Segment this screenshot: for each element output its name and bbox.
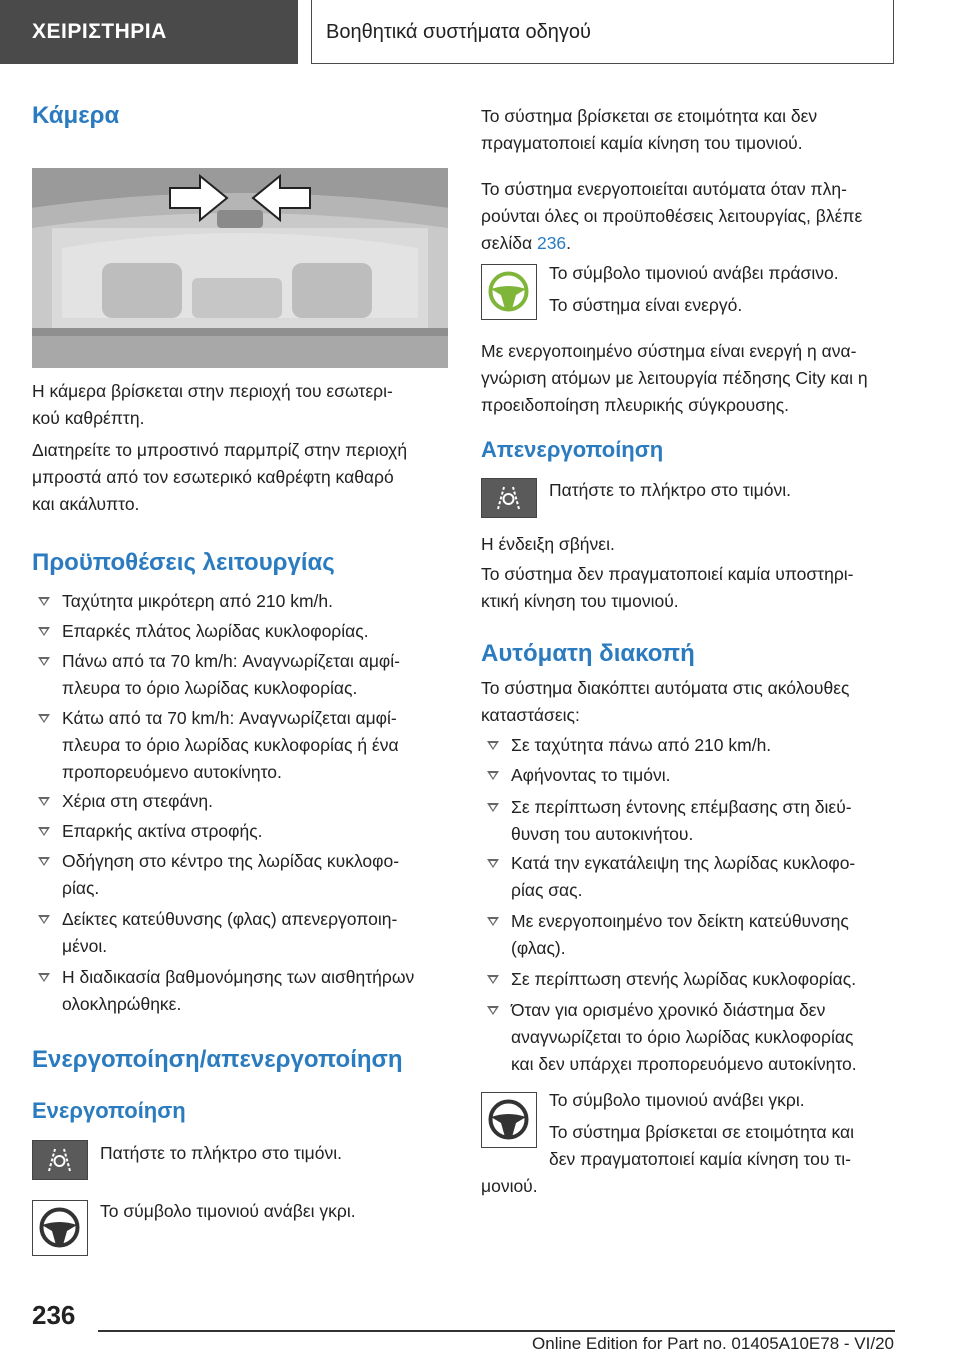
list-item-line: Η διαδικασία βαθμονόμησης των αισθητήρων	[62, 967, 415, 987]
deactivation-press-text: Πατήστε το πλήκτρο στο τιμόνι.	[549, 480, 791, 500]
bullet-triangle-icon	[487, 741, 499, 750]
list-item-line: Κατά την εγκατάλειψη της λωρίδας κυκλοφο-	[511, 853, 856, 873]
lane-assist-button-icon	[32, 1140, 88, 1180]
list-item	[32, 788, 450, 815]
system-active-text: Το σύστημα είναι ενεργό.	[549, 295, 743, 315]
text-line: ρούνται όλες οι προϋποθέσεις λειτουργίας, βλέπε	[481, 206, 863, 226]
bullet-triangle-icon	[38, 657, 50, 666]
auto-stop-intro	[481, 675, 897, 729]
list-item	[481, 732, 897, 759]
list-item-line: Επαρκές πλάτος λωρίδας κυκλοφορίας.	[62, 621, 369, 641]
text-line: Το σύστημα βρίσκεται σε ετοιμότητα και δεν	[481, 106, 818, 126]
bullet-triangle-icon	[38, 915, 50, 924]
list-item-line: Αφήνοντας το τιμόνι.	[511, 765, 671, 785]
list-item-line: μένοι.	[62, 936, 108, 956]
bullet-triangle-icon	[38, 827, 50, 836]
list-item-line: Δείκτες κατεύθυνσης (φλας) απενεργοποιη-	[62, 909, 398, 929]
list-item	[32, 848, 450, 902]
bullet-triangle-icon	[487, 1006, 499, 1015]
list-item-line: Με ενεργοποιημένο τον δείκτη κατεύθυνσης	[511, 911, 849, 931]
list-item-line: ολοκληρώθηκε.	[62, 994, 182, 1014]
list-item	[32, 618, 450, 645]
list-item-line: Οδήγηση στο κέντρο της λωρίδας κυκλοφο-	[62, 851, 400, 871]
text-span: .	[566, 233, 572, 253]
steering-wheel-grey-icon	[32, 1200, 88, 1256]
page-link[interactable]: 236	[536, 233, 567, 253]
list-item-line: ρίας σας.	[511, 880, 583, 900]
grey-ready-text-end: μονιού.	[481, 1176, 538, 1196]
windshield-text	[32, 437, 450, 518]
text-line: γνώριση ατόμων με λειτουργία πέδησης City και η	[481, 368, 868, 388]
list-item	[32, 818, 450, 845]
text-line: Το σύστημα δεν πραγματοποιεί καμία υποστηρι-	[481, 564, 854, 584]
list-item	[481, 850, 897, 904]
indicator-off-text: Η ένδειξη σβήνει.	[481, 534, 615, 554]
bullet-triangle-icon	[38, 627, 50, 636]
list-item-line: Κάτω από τα 70 km/h: Αναγνωρίζεται αμφί-	[62, 708, 397, 728]
camera-location-photo	[32, 168, 448, 368]
list-item	[32, 705, 450, 786]
list-item	[32, 648, 450, 702]
list-item-line: πλευρα το όριο λωρίδας κυκλοφορίας ή ένα	[62, 735, 399, 755]
bullet-triangle-icon	[38, 857, 50, 866]
steering-wheel-green-icon	[481, 264, 537, 320]
camera-heading: Κάμερα	[32, 102, 120, 129]
bullet-triangle-icon	[38, 973, 50, 982]
text-line: Το σύστημα διακόπτει αυτόματα στις ακόλουθες	[481, 678, 850, 698]
list-item-line: θυνση του αυτοκινήτου.	[511, 824, 694, 844]
bullet-triangle-icon	[38, 597, 50, 606]
list-item	[481, 966, 897, 993]
text-line: κτική κίνηση του τιμονιού.	[481, 591, 679, 611]
text-line: Το σύστημα ενεργοποιείται αυτόματα όταν πλη-	[481, 179, 847, 199]
list-item-line: (φλας).	[511, 938, 566, 958]
list-item-line: προπορευόμενο αυτοκίνητο.	[62, 762, 282, 782]
text-span: σελίδα	[481, 233, 537, 253]
list-item	[32, 906, 450, 960]
bullet-triangle-icon	[487, 859, 499, 868]
list-item-line: Ταχύτητα μικρότερη από 210 km/h.	[62, 591, 333, 611]
bullet-triangle-icon	[487, 803, 499, 812]
list-item	[32, 588, 450, 615]
edition-text: Online Edition for Part no. 01405A10E78 - VI/20	[532, 1334, 894, 1353]
list-item-line: Όταν για ορισμένο χρονικό διάστημα δεν	[511, 1000, 826, 1020]
camera-location-text	[32, 378, 450, 432]
auto-activation-text	[481, 176, 897, 257]
list-item	[481, 762, 897, 789]
list-item-line: Σε περίπτωση έντονης επέμβασης στη διεύ-	[511, 797, 852, 817]
text-line: μπροστά από τον εσωτερικό καθρέφτη καθαρό	[32, 467, 394, 487]
list-item-line: ρίας.	[62, 878, 100, 898]
list-item	[32, 964, 450, 1018]
text-line	[481, 230, 897, 257]
list-item	[481, 997, 897, 1078]
list-item-line: πλευρα το όριο λωρίδας κυκλοφορίας.	[62, 678, 358, 698]
bullet-triangle-icon	[38, 714, 50, 723]
activation-grey-text: Το σύμβολο τιμονιού ανάβει γκρι.	[100, 1201, 356, 1221]
text-line: πραγματοποιεί καμία κίνηση του τιμονιού.	[481, 133, 803, 153]
auto-stop-heading: Αυτόματη διακοπή	[481, 640, 695, 667]
onoff-heading: Ενεργοποίηση/απενεργοποίηση	[32, 1046, 403, 1073]
list-item-line: και δεν υπάρχει προπορευόμενο αυτοκίνητο.	[511, 1054, 857, 1074]
text-line: Το σύστημα βρίσκεται σε ετοιμότητα και	[549, 1122, 854, 1142]
list-item-line: Επαρκής ακτίνα στροφής.	[62, 821, 263, 841]
list-item-line: αναγνωρίζεται το όριο λωρίδας κυκλοφορίας	[511, 1027, 854, 1047]
text-line: καταστάσεις:	[481, 705, 580, 725]
text-line: και ακάλυπτο.	[32, 494, 140, 514]
conditions-heading: Προϋποθέσεις λειτουργίας	[32, 549, 335, 576]
no-support-text	[481, 561, 897, 615]
steering-wheel-grey-icon-2	[481, 1092, 537, 1148]
text-line: Με ενεργοποιημένο σύστημα είναι ενεργή η ανα-	[481, 341, 857, 361]
text-line: Η κάμερα βρίσκεται στην περιοχή του εσωτερι-	[32, 381, 393, 401]
bullet-triangle-icon	[487, 975, 499, 984]
list-item-line: Σε περίπτωση στενής λωρίδας κυκλοφορίας.	[511, 969, 857, 989]
grey-ready-text	[549, 1119, 897, 1173]
deactivation-heading: Απενεργοποίηση	[481, 437, 664, 462]
list-item	[481, 908, 897, 962]
bullet-triangle-icon	[487, 771, 499, 780]
text-line: δεν πραγματοποιεί καμία κίνηση του τι-	[549, 1149, 851, 1169]
text-line: προειδοποίηση πλευρικής σύγκρουσης.	[481, 395, 790, 415]
active-features-text	[481, 338, 897, 419]
footer-rule	[98, 1330, 895, 1332]
bullet-triangle-icon	[38, 797, 50, 806]
activation-heading: Ενεργοποίηση	[32, 1098, 186, 1123]
list-item-line: Σε ταχύτητα πάνω από 210 km/h.	[511, 735, 772, 755]
activation-press-text: Πατήστε το πλήκτρο στο τιμόνι.	[100, 1143, 342, 1163]
bullet-triangle-icon	[487, 917, 499, 926]
grey-symbol-text: Το σύμβολο τιμονιού ανάβει γκρι.	[549, 1090, 805, 1110]
list-item	[481, 794, 897, 848]
text-line: κού καθρέπτη.	[32, 408, 145, 428]
green-symbol-text: Το σύμβολο τιμονιού ανάβει πράσινο.	[549, 263, 839, 283]
lane-assist-button-icon-off	[481, 478, 537, 518]
ready-text	[481, 103, 897, 157]
interior-illustration	[32, 168, 448, 368]
list-item-line: Χέρια στη στεφάνη.	[62, 791, 213, 811]
text-line: Διατηρείτε το μπροστινό παρμπρίζ στην περιοχή	[32, 440, 408, 460]
list-item-line: Πάνω από τα 70 km/h: Αναγνωρίζεται αμφί-	[62, 651, 400, 671]
header-chapter: Βοηθητικά συστήματα οδηγού	[311, 0, 894, 64]
header-section: ΧΕΙΡΙΣΤΗΡΙΑ	[0, 0, 298, 64]
page-number: 236	[32, 1300, 76, 1330]
